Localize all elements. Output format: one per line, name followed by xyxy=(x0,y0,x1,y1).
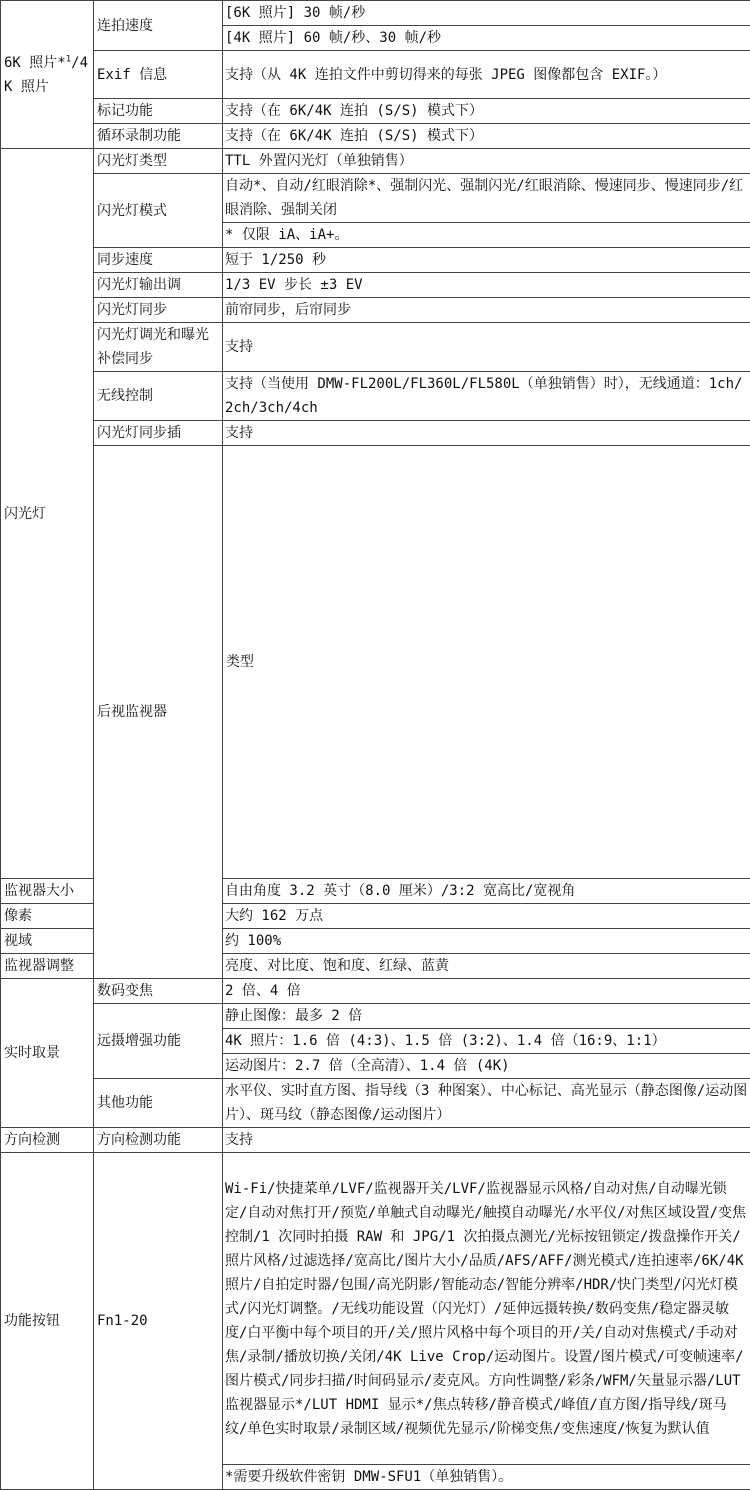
value-cell: 自由角度 3.2 英寸（8.0 厘米）/3:2 宽高比/宽视角 xyxy=(223,879,750,904)
value-cell: 4K 照片：1.6 倍 (4:3)、1.5 倍 (3:2)、1.4 倍（16:9、1:1） xyxy=(223,1029,750,1054)
value-cell: 支持（从 4K 连拍文件中剪切得来的每张 JPEG 图像都包含 EXIF。） xyxy=(223,51,750,99)
value-cell: 2 倍、4 倍 xyxy=(223,979,750,1004)
label-cell: 数码变焦 xyxy=(94,979,223,1004)
label-cell: Fn1-20 xyxy=(94,1153,223,1490)
value-cell: 支持 xyxy=(223,1128,750,1153)
label-cell: 像素 xyxy=(1,904,94,929)
table-row xyxy=(1,273,750,298)
table-row xyxy=(1,323,750,372)
value-cell: 支持（当使用 DMW-FL200L/FL360L/FL580L（单独销售）时），无线通道：1ch/2ch/3ch/4ch xyxy=(223,372,750,421)
category-label: 6K 照片* xyxy=(4,55,66,71)
category-cell: 闪光灯 xyxy=(1,149,94,879)
table-row xyxy=(1,99,750,124)
value-cell: 静止图像：最多 2 倍 xyxy=(223,1004,750,1029)
category-cell: 方向检测 xyxy=(1,1128,94,1153)
table-row xyxy=(1,446,750,879)
value-cell: Wi-Fi/快捷菜单/LVF/监视器开关/LVF/监视器显示风格/自动对焦/自动曝光锁定/自动对焦打开/预览/单触式自动曝光/触摸自动曝光/水平仪/对焦区域设置/变焦控制/1 次同时拍摄 RAW 和 JPG/1 次拍摄点测光/光标按钮锁定/拨盘操作开关/照片风格/过滤选择/宽高比/图片大小/品质/AFS/AFF/测光模式/连拍速率/6K/4K 照片/自拍定时器/包围/高光阴影/智能动态/智能分辨率/HDR/快门类型/闪光灯模式/闪光灯调整。/无线功能设置（闪光灯）/延伸远摄转换/数码变焦/稳定器灵敏度/白平衡中每个项目的开/关/照片风格中每个项目的开/关/自动对焦模式/手动对焦/录制/播放切换/关闭/4K Live Crop/运动图片。设置/图片模式/可变帧速率/图片模式/同步扫描/时间码显示/麦克风。方向性调整/彩条/WFM/矢量显示器/LUT 监视器显示*/LUT HDMI 显示*/焦点转移/静音模式/峰值/直方图/指导线/斑马纹/单色实时取景/录制区域/视频优先显示/阶梯变焦/变焦速度/恢复为默认值 xyxy=(223,1153,750,1465)
category-cell xyxy=(1,1,94,149)
table-row xyxy=(1,149,750,174)
label-cell: 闪光灯输出调 xyxy=(94,273,223,298)
table-row xyxy=(1,1128,750,1153)
table-row xyxy=(1,124,750,149)
label-cell: 监视器大小 xyxy=(1,879,94,904)
category-cell: 功能按钮 xyxy=(1,1153,94,1490)
value-cell: 前帘同步，后帘同步 xyxy=(223,298,750,323)
value-cell: 自动*、自动/红眼消除*、强制闪光、强制闪光/红眼消除、慢速同步、慢速同步/红眼消除、强制关闭 xyxy=(223,174,750,223)
label-cell: Exif 信息 xyxy=(94,51,223,99)
category-cell: 实时取景 xyxy=(1,979,94,1128)
table-row xyxy=(1,1153,750,1465)
value-cell: 短于 1/250 秒 xyxy=(223,248,750,273)
table-row xyxy=(1,248,750,273)
footnote-marker: 1 xyxy=(66,54,71,64)
value-cell: 约 100% xyxy=(223,929,750,954)
value-cell: 1/3 EV 步长 ±3 EV xyxy=(223,273,750,298)
label-cell: 无线控制 xyxy=(94,372,223,421)
value-cell: [6K 照片] 30 帧/秒 xyxy=(223,1,750,26)
value-cell: *需要升级软件密钥 DMW-SFU1（单独销售）。 xyxy=(223,1465,750,1490)
label-cell: 视域 xyxy=(1,929,94,954)
value-cell: 支持（在 6K/4K 连拍 (S/S) 模式下） xyxy=(223,99,750,124)
table-row xyxy=(1,372,750,421)
table-row xyxy=(1,174,750,223)
value-cell: * 仅限 iA、iA+。 xyxy=(223,223,750,248)
table-row xyxy=(1,1,750,26)
category-cell: 后视监视器 xyxy=(94,446,223,979)
label-cell: 连拍速度 xyxy=(94,1,223,51)
label-cell: 同步速度 xyxy=(94,248,223,273)
value-cell: 运动图片：2.7 倍（全高清）、1.4 倍 (4K) xyxy=(223,1054,750,1079)
label-cell: 监视器调整 xyxy=(1,954,94,979)
value-cell: 亮度、对比度、饱和度、红绿、蓝黄 xyxy=(223,954,750,979)
label-cell: 闪光灯同步 xyxy=(94,298,223,323)
value-cell: 支持 xyxy=(223,323,750,372)
table-row xyxy=(1,1004,750,1029)
table-row xyxy=(1,51,750,99)
value-cell: 支持 xyxy=(223,421,750,446)
category-label-rest: /4K 照片 xyxy=(4,55,88,95)
label-cell: 闪光灯调光和曝光补偿同步 xyxy=(94,323,223,372)
label-cell: 远摄增强功能 xyxy=(94,1004,223,1079)
value-cell: 水平仪、实时直方图、指导线（3 种图案）、中心标记、高光显示（静态图像/运动图片）、斑马纹（静态图像/运动图片） xyxy=(223,1079,750,1128)
value-cell: 支持（在 6K/4K 连拍 (S/S) 模式下） xyxy=(223,124,750,149)
label-cell: 标记功能 xyxy=(94,99,223,124)
label-cell: 方向检测功能 xyxy=(94,1128,223,1153)
label-cell: 闪光灯同步插 xyxy=(94,421,223,446)
label-cell: 闪光灯类型 xyxy=(94,149,223,174)
label-cell: 闪光灯模式 xyxy=(94,174,223,248)
value-cell: [4K 照片] 60 帧/秒、30 帧/秒 xyxy=(223,26,750,51)
label-cell: 循环录制功能 xyxy=(94,124,223,149)
label-cell: 其他功能 xyxy=(94,1079,223,1128)
value-cell: TTL 外置闪光灯（单独销售） xyxy=(223,149,750,174)
table-row xyxy=(1,1079,750,1128)
label-cell: 类型 xyxy=(223,446,750,879)
table-row xyxy=(1,421,750,446)
table-row xyxy=(1,298,750,323)
table-row xyxy=(1,979,750,1004)
value-cell: 大约 162 万点 xyxy=(223,904,750,929)
